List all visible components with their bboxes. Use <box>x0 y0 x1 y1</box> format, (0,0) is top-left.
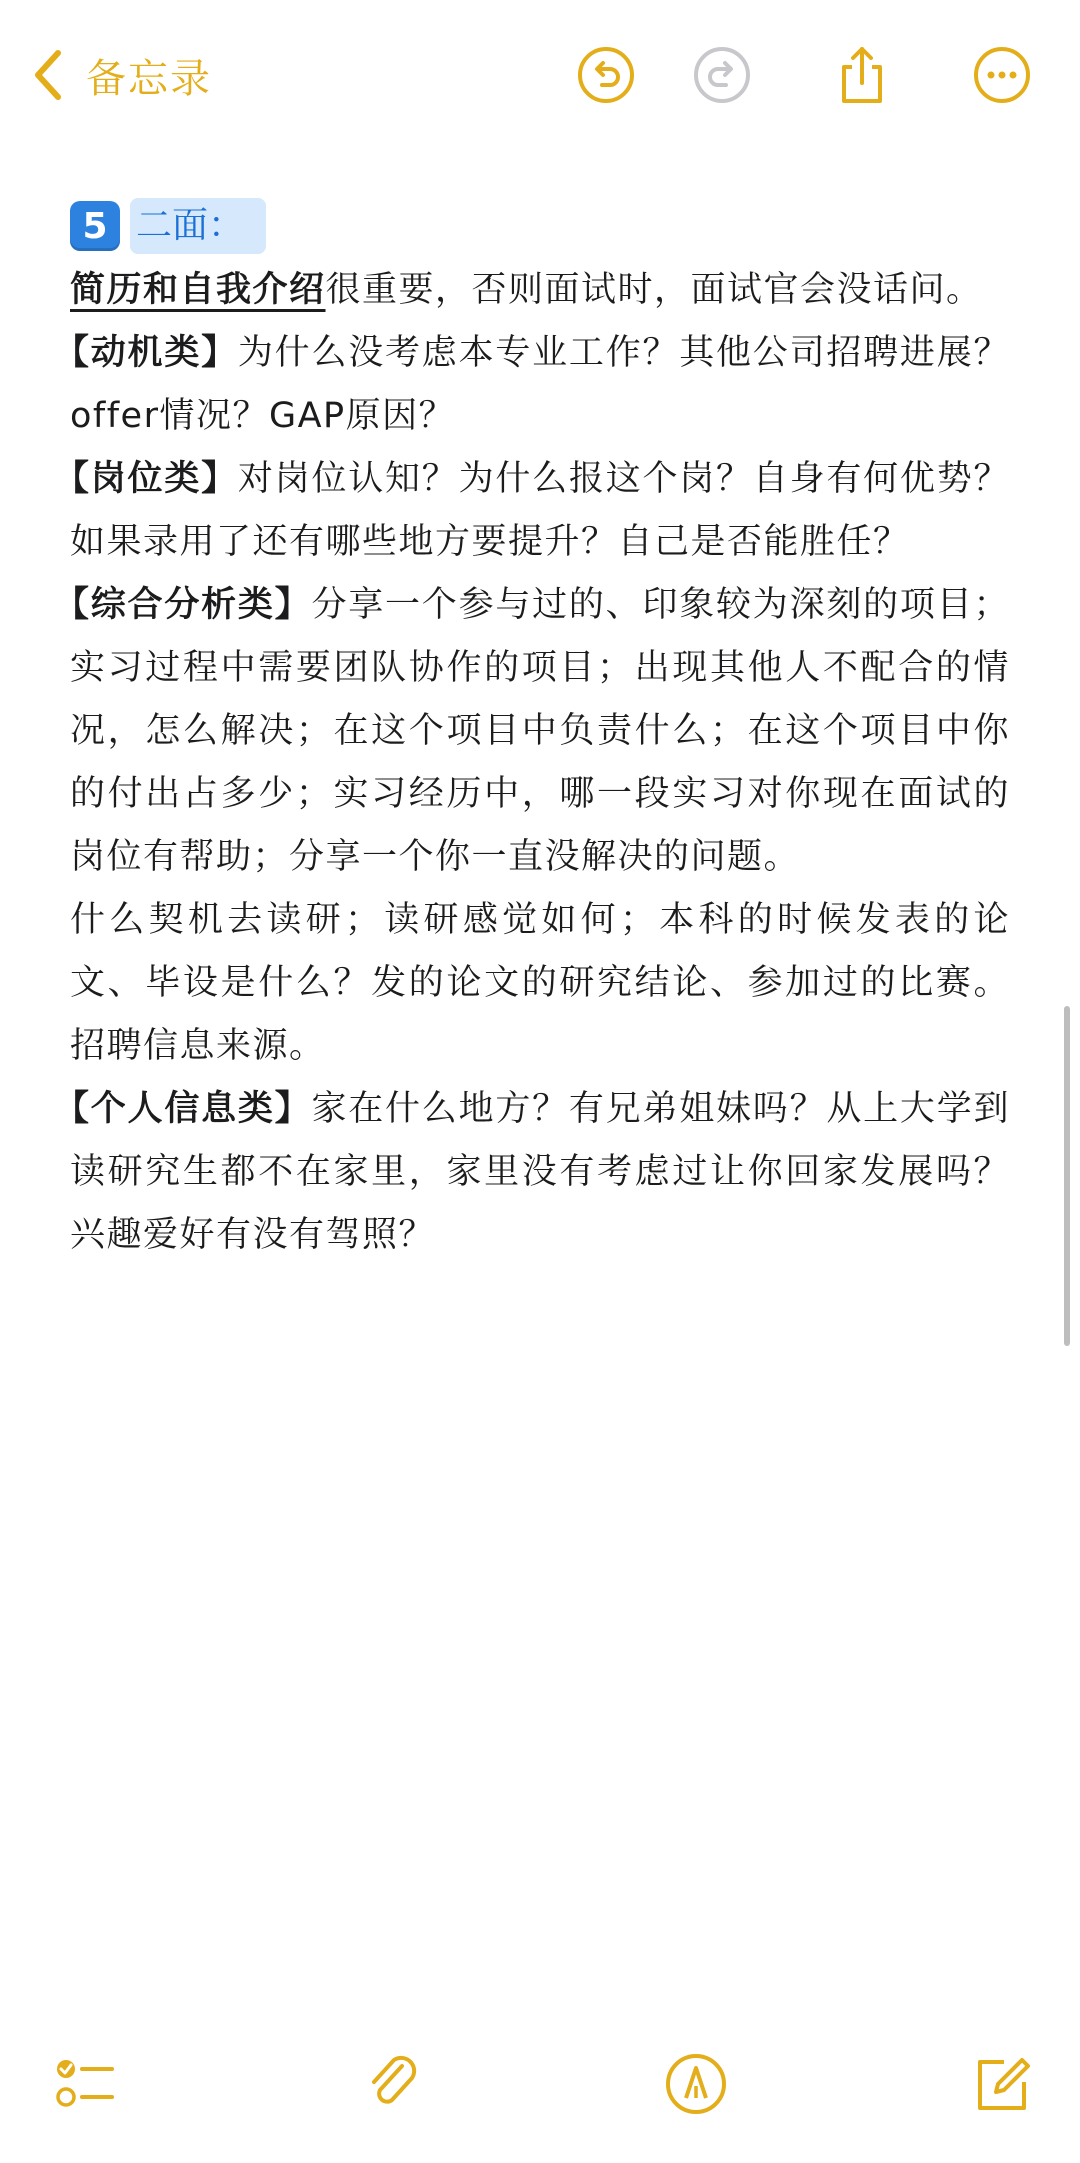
paragraph-personal <box>54 1078 1010 1267</box>
note-heading <box>70 195 1010 257</box>
paragraph-text: 对岗位认知？为什么报这个岗？自身有何优势？如果录用了还有哪些地方要提升？自己是否能胜任？ <box>70 459 1010 562</box>
undo-button[interactable] <box>576 45 636 105</box>
share-button[interactable] <box>832 45 892 105</box>
markup-pen-icon <box>664 2052 728 2116</box>
paragraph-position <box>54 448 1010 574</box>
paragraph-text: 家在什么地方？有兄弟姐妹吗？从上大学到读研究生都不在家里，家里没有考虑过让你回家发展吗？兴趣爱好有没有驾照？ <box>70 1089 1010 1255</box>
attachment-button[interactable] <box>362 2052 426 2116</box>
category-tag: 【个人信息类】 <box>54 1089 312 1129</box>
more-icon <box>972 45 1032 105</box>
compose-icon <box>970 2052 1034 2116</box>
paragraph-analysis <box>54 574 1010 889</box>
more-button[interactable] <box>972 45 1032 105</box>
chevron-left-icon <box>28 47 68 103</box>
compose-button[interactable] <box>970 2052 1034 2116</box>
scrollbar[interactable] <box>1064 1006 1070 1346</box>
category-tag: 【动机类】 <box>54 333 238 373</box>
paragraph-motivation <box>54 322 1010 448</box>
paragraph-text: 分享一个参与过的、印象较为深刻的项目；实习过程中需要团队协作的项目；出现其他人不配合的情况，怎么解决；在这个项目中负责什么；在这个项目中你的付出占多少；实习经历中，哪一段实习对你现在面试的岗位有帮助；分享一个你一直没解决的问题。 <box>70 585 1010 877</box>
redo-button[interactable] <box>692 45 752 105</box>
back-button[interactable] <box>28 42 212 108</box>
share-icon <box>832 45 892 105</box>
paragraph-study <box>70 889 1010 1078</box>
redo-icon <box>692 45 752 105</box>
category-tag: 【综合分析类】 <box>54 585 312 625</box>
selected-heading-text[interactable]: 二面： <box>130 198 266 254</box>
back-label: 备忘录 <box>86 55 212 102</box>
category-tag: 【岗位类】 <box>54 459 238 499</box>
underlined-text: 简历和自我介绍 <box>70 270 326 310</box>
top-toolbar <box>0 0 1080 150</box>
paragraph-text: 什么契机去读研；读研感觉如何；本科的时候发表的论文、毕设是什么？发的论文的研究结论、参加过的比赛。招聘信息来源。 <box>70 900 1010 1066</box>
undo-icon <box>576 45 636 105</box>
paragraph-text: 很重要，否则面试时，面试官会没话问。 <box>325 270 983 310</box>
paragraph-resume <box>70 259 1010 322</box>
paperclip-icon <box>362 2052 426 2116</box>
markup-button[interactable] <box>664 2052 728 2116</box>
number-five-badge: 5 <box>70 201 120 251</box>
checklist-icon <box>52 2052 116 2116</box>
paragraph-text: 为什么没考虑本专业工作？其他公司招聘进展？offer情况？GAP原因？ <box>70 333 1010 436</box>
checklist-button[interactable] <box>52 2052 116 2116</box>
note-body[interactable] <box>54 195 1010 1267</box>
